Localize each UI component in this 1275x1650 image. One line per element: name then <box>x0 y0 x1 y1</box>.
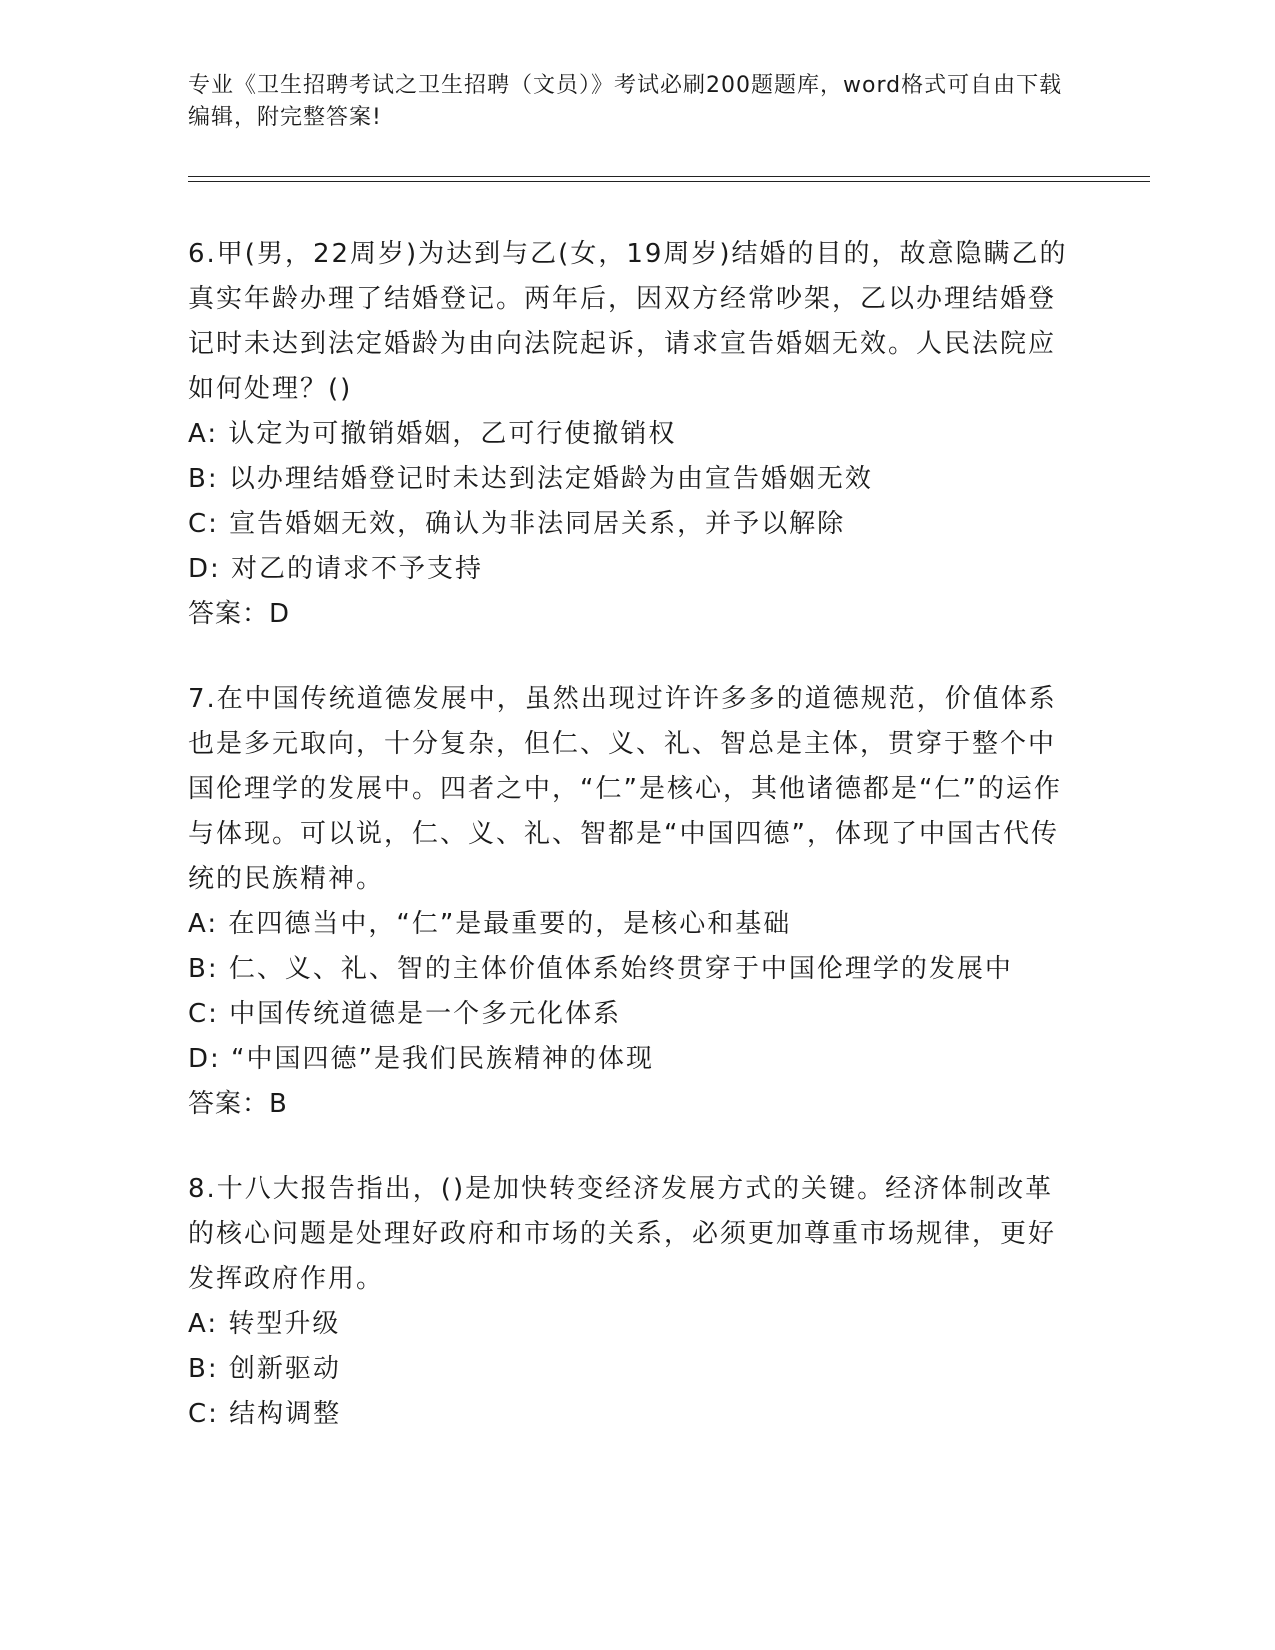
option-c: C: 宣告婚姻无效，确认为非法同居关系，并予以解除 <box>188 509 846 539</box>
option-a: A: 在四德当中，“仁”是最重要的，是核心和基础 <box>188 909 792 939</box>
question-6 <box>188 232 1068 637</box>
option-b: B: 以办理结婚登记时未达到法定婚龄为由宣告婚姻无效 <box>188 464 873 494</box>
option-c: C: 结构调整 <box>188 1399 342 1429</box>
question-stem: 8.十八大报告指出，()是加快转变经济发展方式的关键。经济体制改革的核心问题是处理好政府和市场的关系，必须更加尊重市场规律，更好发挥政府作用。 <box>188 1174 1057 1294</box>
option-c: C: 中国传统道德是一个多元化体系 <box>188 999 622 1029</box>
option-b: B: 创新驱动 <box>188 1354 341 1384</box>
header-divider <box>188 176 1150 182</box>
option-d: D: 对乙的请求不予支持 <box>188 554 484 584</box>
question-stem: 7.在中国传统道德发展中，虽然出现过许许多多的道德规范，价值体系也是多元取向，十分复杂，但仁、义、礼、智总是主体，贯穿于整个中国伦理学的发展中。四者之中，“仁”是核心，其他诸德都是“仁”的运作与体现。可以说，仁、义、礼、智都是“中国四德”，体现了中国古代传统的民族精神。 <box>188 684 1062 894</box>
question-stem: 6.甲(男，22周岁)为达到与乙(女，19周岁)结婚的目的，故意隐瞒乙的真实年龄办理了结婚登记。两年后，因双方经常吵架，乙以办理结婚登记时未达到法定婚龄为由向法院起诉，请求宣告婚姻无效。人民法院应如何处理？() <box>188 239 1068 404</box>
document-header: 专业《卫生招聘考试之卫生招聘（文员）》考试必刷200题题库，word格式可自由下载编辑，附完整答案! <box>188 73 1063 130</box>
question-8 <box>188 1167 1068 1437</box>
option-d: D: “中国四德”是我们民族精神的体现 <box>188 1044 654 1074</box>
answer-line: 答案：B <box>188 1089 288 1119</box>
answer-line: 答案：D <box>188 599 291 629</box>
option-a: A: 转型升级 <box>188 1309 341 1339</box>
question-7 <box>188 677 1068 1127</box>
question-list <box>188 232 1068 1477</box>
option-b: B: 仁、义、礼、智的主体价值体系始终贯穿于中国伦理学的发展中 <box>188 954 1013 984</box>
option-a: A: 认定为可撤销婚姻，乙可行使撤销权 <box>188 419 677 449</box>
